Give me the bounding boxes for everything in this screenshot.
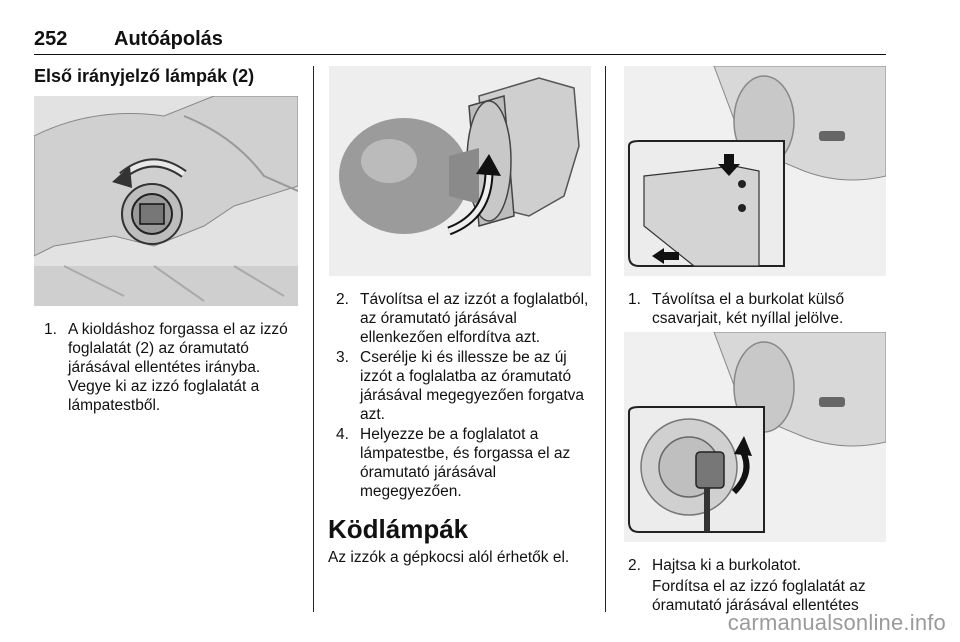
- page-header: [34, 26, 886, 55]
- figure-bulb-removal: [329, 66, 591, 276]
- text-line: csavarjait, két nyíllal jelölve.: [652, 310, 844, 327]
- text-line: A kioldáshoz forgassa el az izzó: [68, 321, 288, 338]
- step-text: [360, 425, 570, 501]
- text-line: ellenkezően elfordítva azt.: [360, 329, 541, 346]
- step-number: 3.: [336, 349, 349, 366]
- step-text: [360, 290, 588, 347]
- text-line: izzót a foglalatba az óramutató: [360, 368, 572, 385]
- step-number: 1.: [628, 291, 641, 308]
- col3-step-1: [628, 290, 892, 330]
- watermark: carmanualsonline.info: [727, 610, 946, 635]
- text-line: óramutató járásával ellentétes: [652, 597, 859, 614]
- step-number: 1.: [44, 321, 57, 338]
- text-line: Fordítsa el az izzó foglalatát az: [652, 578, 866, 595]
- column-divider-2: [605, 66, 606, 612]
- step-number: 2.: [336, 291, 349, 308]
- col1-step-1: [44, 320, 306, 420]
- text-line: járásával megegyezően forgatva: [360, 387, 585, 404]
- text-line: megegyezően.: [360, 483, 462, 500]
- chapter-title: Autóápolás: [114, 28, 223, 50]
- figure-turn-signal-socket: [34, 96, 298, 306]
- text-line: Helyezze be a foglalatot a: [360, 426, 539, 443]
- text-line: Vegye ki az izzó foglalatát a: [68, 378, 260, 395]
- text-line: Távolítsa el a burkolat külső: [652, 291, 845, 308]
- step-text: [652, 290, 844, 328]
- step-text: [68, 320, 288, 415]
- text-line: lámpatestből.: [68, 397, 161, 414]
- text-line: lámpatestbe, és forgassa el az: [360, 445, 571, 462]
- text-line: azt.: [360, 406, 385, 423]
- text-line: foglalatát (2) az óramutató: [68, 340, 249, 357]
- text-line: Hajtsa ki a burkolatot.: [652, 557, 802, 574]
- text-line: járásával ellentétes irányba.: [68, 359, 261, 376]
- text-line: Cserélje ki és illessze be az új: [360, 349, 567, 366]
- section-title-turn-signal: Első irányjelző lámpák (2): [34, 66, 255, 86]
- page-number: 252: [34, 28, 68, 50]
- section-title-fog-lamps: Ködlámpák: [328, 514, 469, 544]
- col2-step-4: [336, 425, 600, 505]
- col2-step-3: [336, 348, 600, 428]
- figure-fog-lamp-socket: [624, 332, 886, 542]
- col2-step-2: [336, 290, 600, 350]
- text-line: az óramutató járásával: [360, 310, 517, 327]
- column-1: [34, 66, 302, 87]
- col3-step-2: [628, 556, 892, 576]
- step-number: 2.: [628, 557, 641, 574]
- figure-cover-screws: [624, 66, 886, 276]
- column-divider-1: [313, 66, 314, 612]
- text-line: Távolítsa el az izzót a foglalatból,: [360, 291, 589, 308]
- step-number: 4.: [336, 426, 349, 443]
- text-line: óramutató járásával: [360, 464, 497, 481]
- section-fog-lamps: [328, 514, 598, 545]
- step-text: [360, 348, 584, 424]
- fog-lamps-intro: Az izzók a gépkocsi alól érhetők el.: [328, 549, 570, 566]
- step-text: [652, 556, 801, 575]
